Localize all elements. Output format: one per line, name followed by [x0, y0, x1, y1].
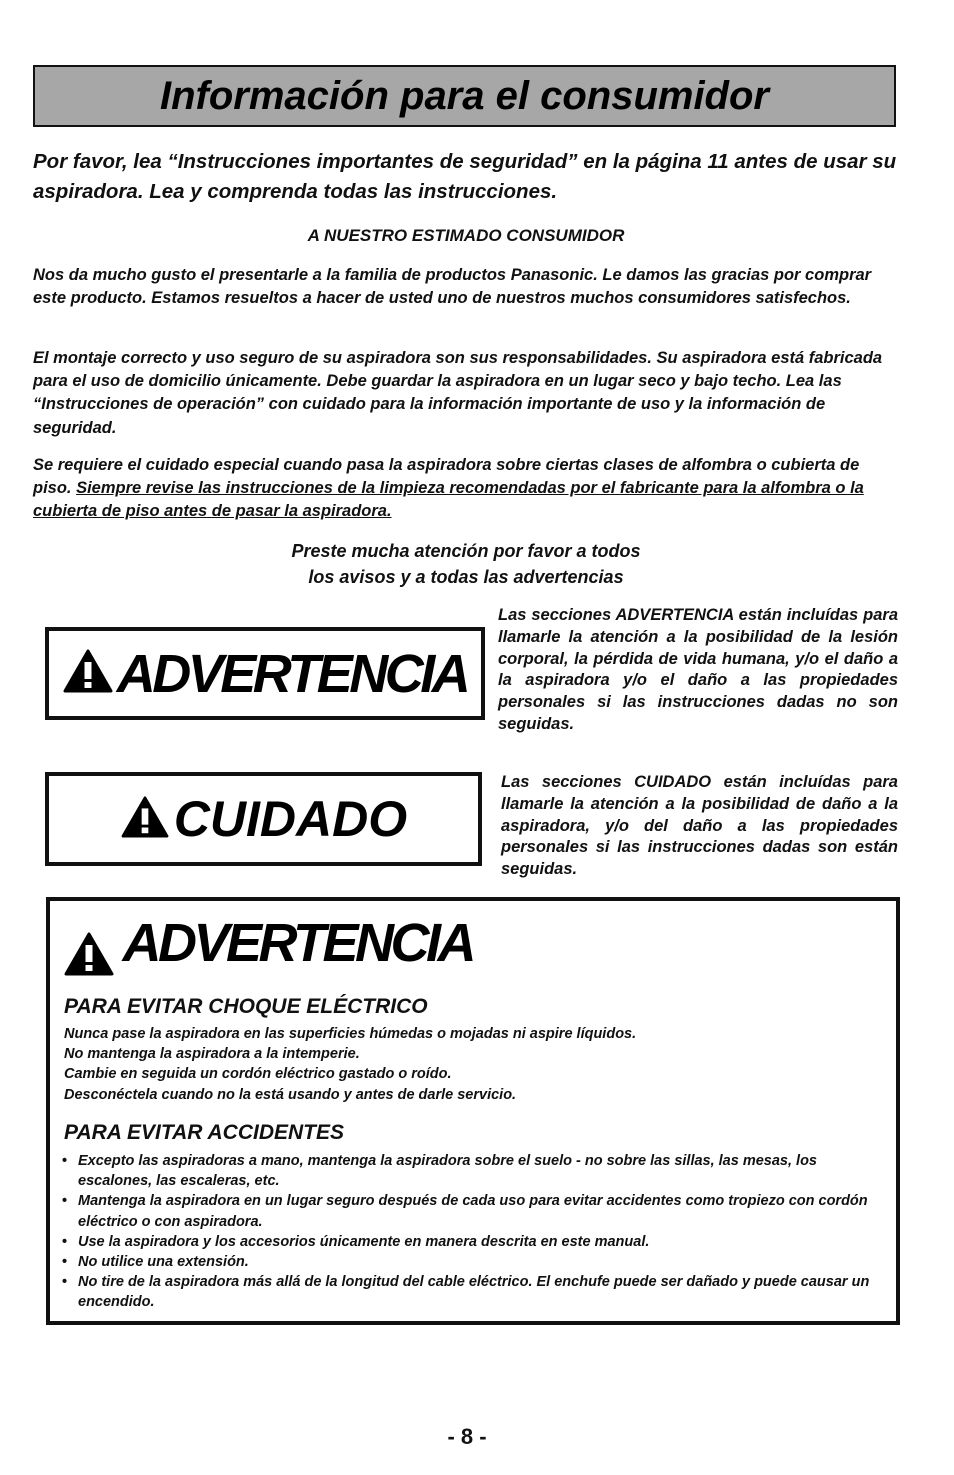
cuidado-signal-box [45, 772, 482, 866]
shock-heading: PARA EVITAR CHOQUE ELÉCTRICO [64, 995, 428, 1018]
accident-item: • Mantenga la aspiradora en un lugar seguro después de cada uso para evitar accidentes como tropiezo con cordón eléctrico o con aspiradora. [62, 1191, 882, 1231]
paragraph-responsibility: El montaje correcto y uso seguro de su aspiradora son sus responsabilidades. Su aspiradora está fabricada para el uso de domicilio únicamente. Debe guardar la aspiradora en un lugar seco y bajo techo. Lea las “Instrucciones de operación” con cuidado para la información importante de uso y la información de seguridad. [33, 349, 883, 437]
accident-list [62, 1151, 882, 1313]
paragraph-welcome: Nos da mucho gusto el presentarle a la familia de productos Panasonic. Le damos las gracias por comprar este producto. Estamos resueltos a hacer de usted uno de nuestros muchos consumidores satisfechos. [33, 266, 872, 308]
warning-box-label: ADVERTENCIA [122, 913, 474, 973]
paragraph-carpet-care [33, 454, 899, 524]
attention-notice [33, 538, 899, 590]
accident-item: • No utilice una extensión. [62, 1252, 882, 1272]
carpet-care-underlined: Siempre revise las instrucciones de la limpieza recomendadas por el fabricante para la alfombra o la cubierta de piso antes de pasar la aspiradora. [33, 479, 864, 521]
carpet-care-text: Se requiere el cuidado especial cuando pasa la aspiradora sobre ciertas clases de alfombra o cubierta de piso. [33, 456, 860, 498]
cuidado-description: Las secciones CUIDADO están incluídas para llamarle la atención a la posibilidad de daño a la aspiradora, y/o del daño a las propiedades personales si las instrucciones dadas son están seguidas. [501, 773, 898, 879]
page-number: - 8 - [447, 1424, 487, 1449]
title-bar [33, 65, 896, 127]
accident-item: • No tire de la aspiradora más allá de la longitud del cable eléctrico. El enchufe puede ser dañado y puede causar un encendido. [62, 1272, 882, 1312]
attention-line-1: Preste mucha atención por favor a todos [291, 541, 641, 561]
cuidado-label: CUIDADO [173, 791, 408, 847]
shock-line: Cambie en seguida un cordón eléctrico gastado o roído. [64, 1066, 452, 1083]
warning-box-signal [64, 912, 473, 981]
accident-heading: PARA EVITAR ACCIDENTES [64, 1121, 345, 1144]
accident-item: • Use la aspiradora y los accesorios únicamente en manera descrita en este manual. [62, 1232, 882, 1252]
attention-line-2: los avisos y a todas las advertencias [308, 567, 624, 587]
intro-text: Por favor, lea “Instrucciones importantes de seguridad” en la página 11 antes de usar su aspiradora. Lea y comprenda todas las instrucciones. [33, 150, 897, 203]
shock-line: No mantenga la aspiradora a la intemperie. [64, 1046, 360, 1063]
warning-triangle-icon [120, 796, 170, 843]
advertencia-signal-box [45, 627, 485, 720]
shock-lines [64, 1024, 884, 1105]
salutation-heading: A NUESTRO ESTIMADO CONSUMIDOR [307, 226, 625, 245]
shock-line: Nunca pase la aspiradora en las superficies húmedas o mojadas ni aspire líquidos. [64, 1026, 637, 1042]
accident-item: • Excepto las aspiradoras a mano, mantenga la aspiradora sobre el suelo - no sobre las sillas, las mesas, los escalones, las escaleras, etc. [62, 1151, 882, 1191]
shock-line: Desconéctela cuando no la está usando y antes de darle servicio. [64, 1086, 517, 1103]
advertencia-label: ADVERTENCIA [116, 643, 468, 704]
warning-triangle-icon [63, 649, 113, 698]
advertencia-description: Las secciones ADVERTENCIA están incluídas para llamarle la atención a la posibilidad de la lesión corporal, la pérdida de vida humana, y/o el daño a la aspiradora y/o el daño a las propiedades personales si las instrucciones dadas no son seguidas. [498, 606, 898, 733]
warning-triangle-icon [64, 932, 114, 981]
page-title: Información para el consumidor [159, 73, 769, 118]
